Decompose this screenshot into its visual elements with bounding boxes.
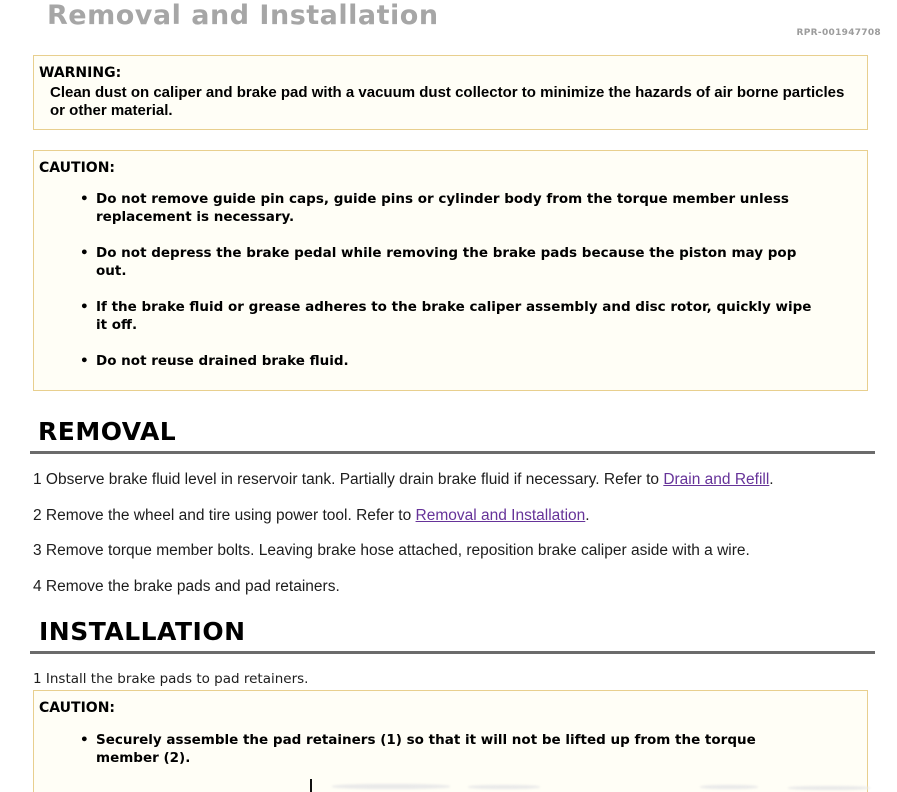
removal-step-1 bbox=[33, 471, 774, 489]
removal-step-4: 4 Remove the brake pads and pad retainers. bbox=[33, 578, 340, 595]
caution-box-top bbox=[33, 150, 868, 391]
warning-box bbox=[33, 55, 868, 130]
caution-top-label: CAUTION: bbox=[39, 160, 116, 176]
removal-step-2 bbox=[33, 507, 590, 525]
caution-bullet: • Do not depress the brake pedal while removing the brake pads because the piston may pop out. bbox=[96, 244, 817, 280]
installation-section-heading: INSTALLATION bbox=[39, 617, 246, 646]
installation-step-1: 1 Install the brake pads to pad retainers. bbox=[33, 671, 309, 687]
caution-bullet: • If the brake fluid or grease adheres to the brake caliper assembly and disc rotor, quickly wipe it off. bbox=[96, 298, 817, 334]
drain-and-refill-link[interactable]: Drain and Refill bbox=[663, 471, 770, 488]
removal-step-3: 3 Remove torque member bolts. Leaving brake hose attached, reposition brake caliper aside with a wire. bbox=[33, 542, 750, 559]
warning-label: WARNING: bbox=[39, 65, 122, 81]
caution-top-bullet-list bbox=[34, 190, 867, 370]
figure-edge-smudge bbox=[332, 784, 450, 789]
step-text: 1 Observe brake fluid level in reservoir tank. Partially drain brake fluid if necessary. Refer to bbox=[33, 471, 664, 488]
section-divider-rule bbox=[30, 451, 875, 454]
figure-leader-line bbox=[310, 779, 312, 792]
section-divider-rule bbox=[30, 651, 875, 654]
warning-text: Clean dust on caliper and brake pad with a vacuum dust collector to minimize the hazards of air borne particles or other material. bbox=[50, 84, 845, 119]
figure-edge-smudge bbox=[468, 785, 540, 789]
removal-and-installation-link[interactable]: Removal and Installation bbox=[415, 507, 586, 524]
caution-bullet: • Securely assemble the pad retainers (1) so that it will not be lifted up from the torque member (2). bbox=[96, 731, 817, 767]
step-text: . bbox=[769, 471, 774, 488]
caution-bottom-bullet-list bbox=[34, 731, 867, 767]
caution-bullet: • Do not remove guide pin caps, guide pins or cylinder body from the torque member unless replacement is necessary. bbox=[96, 190, 817, 226]
caution-bullet: • Do not reuse drained brake fluid. bbox=[96, 352, 817, 370]
step-text: . bbox=[585, 507, 590, 524]
caution-box-bottom bbox=[33, 690, 868, 792]
step-text: 2 Remove the wheel and tire using power tool. Refer to bbox=[33, 507, 416, 524]
figure-edge-smudge bbox=[700, 785, 758, 789]
page-title: Removal and Installation bbox=[47, 0, 439, 31]
figure-edge-smudge bbox=[788, 786, 870, 790]
removal-section-heading: REMOVAL bbox=[38, 417, 177, 446]
caution-bottom-label: CAUTION: bbox=[39, 700, 116, 716]
document-ref-code: RPR-001947708 bbox=[796, 28, 881, 38]
